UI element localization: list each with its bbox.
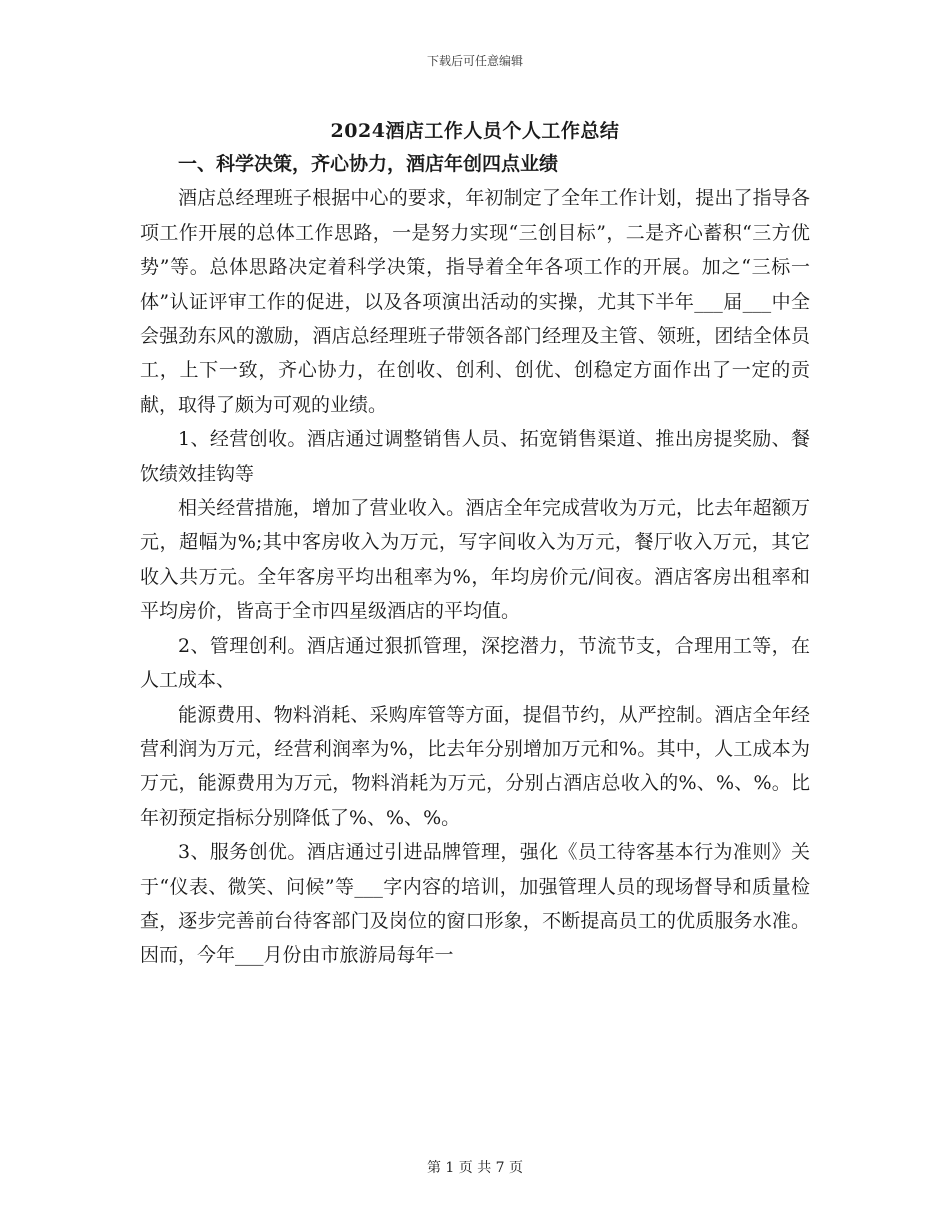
paragraph: 能源费用、物料消耗、采购库管等方面，提倡节约，从严控制。酒店全年经营利润为万元，经营利润率为%，比去年分别增加万元和%。其中，人工成本为万元，能源费用为万元，物料消耗为万元，分别占酒店总收入的%、%、%。比年初预定指标分别降低了%、%、%。 — [140, 703, 810, 829]
document-title: 2024酒店工作人员个人工作总结 — [330, 120, 620, 142]
paragraph: 相关经营措施，增加了营业收入。酒店全年完成营收为万元，比去年超额万元，超幅为%;其中客房收入为万元，写字间收入为万元，餐厅收入万元，其它收入共万元。全年客房平均出租率为%，年均房价元/间夜。酒店客房出租率和平均房价，皆高于全市四星级酒店的平均值。 — [140, 497, 810, 623]
page-indicator: 第 1 页 共 7 页 — [426, 1160, 524, 1176]
paragraph: 3、服务创优。酒店通过引进品牌管理，强化《员工待客基本行为准则》关于“仪表、微笑、问候”等___字内容的培训，加强管理人员的现场督导和质量检查，逐步完善前台待客部门及岗位的窗口形象，不断提高员工的优质服务水准。因而，今年___月份由市旅游局每年一 — [140, 841, 810, 967]
header-note: 下载后可任意编辑 — [426, 54, 523, 68]
document-body — [140, 147, 810, 973]
section-heading: 一、科学决策，齐心协力，酒店年创四点业绩 — [178, 153, 559, 175]
paragraph: 1、经营创收。酒店通过调整销售人员、拓宽销售渠道、推出房提奖励、餐饮绩效挂钩等 — [140, 428, 810, 485]
paragraph: 酒店总经理班子根据中心的要求，年初制定了全年工作计划，提出了指导各项工作开展的总体工作思路，一是努力实现“三创目标”，二是齐心蓄积“三方优势”等。总体思路决定着科学决策，指导着全年各项工作的开展。加之“三标一体”认证评审工作的促进，以及各项演出活动的实操，尤其下半年___届___中全会强劲东风的激励，酒店总经理班子带领各部门经理及主管、领班，团结全体员工，上下一致，齐心协力，在创收、创利、创优、创稳定方面作出了一定的贡献，取得了颇为可观的业绩。 — [140, 187, 810, 416]
paragraph: 2、管理创利。酒店通过狠抓管理，深挖潜力，节流节支，合理用工等，在人工成本、 — [140, 634, 810, 692]
